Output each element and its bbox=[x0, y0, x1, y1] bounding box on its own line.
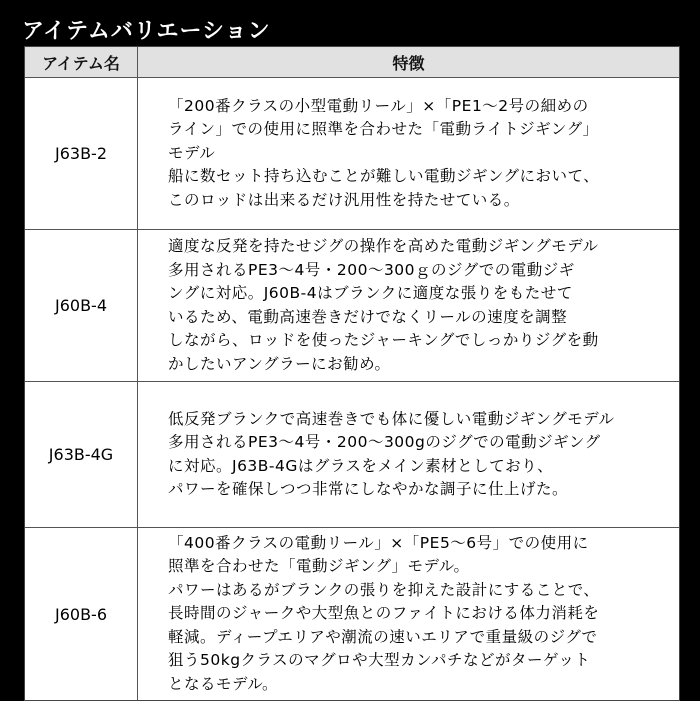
feature-line: ライン」での使用に照準を合わせた「電動ライトジギング」 bbox=[168, 120, 599, 139]
item-variation-table bbox=[24, 46, 680, 701]
item-name-cell: J63B-2 bbox=[25, 78, 138, 229]
feature-line: 多用されるPE3～4号・200～300ｇのジグでの電動ジギ bbox=[168, 260, 575, 279]
features-cell bbox=[138, 528, 679, 700]
feature-line: 「400番クラスの電動リール」×「PE5～6号」での使用に bbox=[168, 533, 589, 552]
feature-line: モデル bbox=[168, 143, 216, 162]
feature-line: 低反発ブランクで高速巻きでも体に優しい電動ジギングモデル bbox=[168, 409, 615, 428]
header-features: 特徴 bbox=[392, 53, 425, 73]
item-name-cell: J63B-4G bbox=[25, 382, 138, 527]
feature-line: 狙う50kgクラスのマグロや大型カンパチなどがターゲット bbox=[168, 651, 591, 670]
feature-line: パワーはあるがブランクの張りを抑えた設計にすることで、 bbox=[168, 580, 600, 599]
feature-line: 多用されるPE3～4号・200～300gのジグでの電動ジギング bbox=[168, 433, 601, 451]
table-row bbox=[25, 382, 679, 528]
feature-line: かしたいアングラーにお勧め。 bbox=[168, 354, 391, 373]
header-item-name: アイテム名 bbox=[25, 47, 138, 77]
feature-line: 船に数セット持ち込むことが難しい電動ジギングにおいて、 bbox=[168, 167, 600, 186]
feature-line: 長時間のジャークや大型魚とのファイトにおける体力消耗を bbox=[168, 604, 600, 623]
table-row bbox=[25, 78, 679, 230]
feature-line: パワーを確保しつつ非常にしなやかな調子に仕上げた。 bbox=[168, 480, 569, 498]
table-row bbox=[25, 528, 679, 700]
features-cell bbox=[138, 230, 679, 381]
section-title: アイテムバリエーション bbox=[22, 19, 271, 44]
features-cell bbox=[138, 78, 679, 229]
feature-line: ングに対応。J60B-4はブランクに適度な張りをもたせて bbox=[168, 284, 573, 302]
feature-line: 「200番クラスの小型電動リール」×「PE1～2号の細めの bbox=[168, 96, 589, 115]
features-cell bbox=[138, 382, 679, 527]
feature-line: となるモデル。 bbox=[168, 674, 278, 693]
feature-line: に対応。J63B-4Gはグラスをメイン素材としており、 bbox=[168, 456, 554, 475]
feature-line: このロッドは出来るだけ汎用性を持たせている。 bbox=[168, 190, 520, 209]
feature-line: いるため、電動高速巻きだけでなくリールの速度を調整 bbox=[168, 307, 568, 326]
feature-line: しながら、ロッドを使ったジャーキングでしっかりジグを動 bbox=[168, 331, 599, 349]
item-name-cell: J60B-4 bbox=[25, 230, 138, 381]
table-row bbox=[25, 230, 679, 382]
table-header bbox=[25, 47, 679, 78]
feature-line: 軽減。ディープエリアや潮流の速いエリアで重量級のジグで bbox=[168, 627, 598, 646]
feature-line: 適度な反発を持たせジグの操作を高めた電動ジギングモデル bbox=[168, 237, 599, 255]
feature-line: 照準を合わせた「電動ジギング」モデル。 bbox=[168, 557, 470, 576]
item-name-cell: J60B-6 bbox=[25, 528, 138, 700]
